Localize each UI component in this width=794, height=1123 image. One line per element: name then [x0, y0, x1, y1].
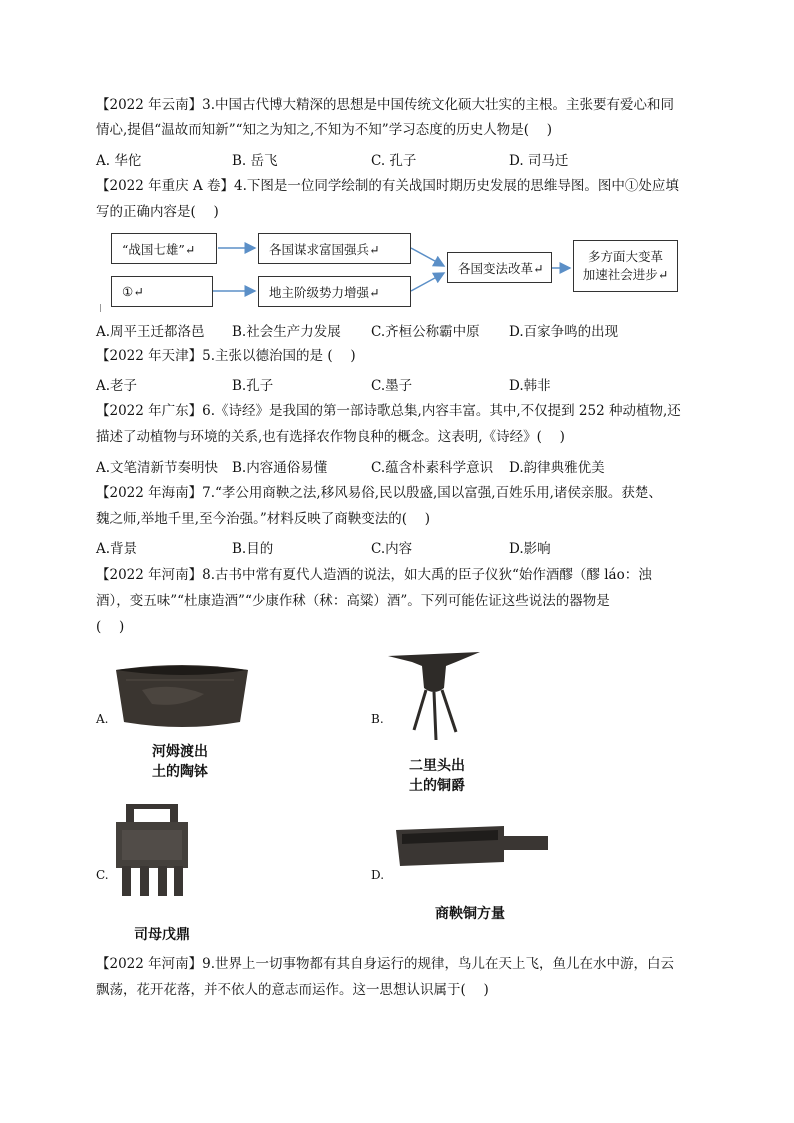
q5-option-c: C.墨子: [371, 378, 413, 394]
q5-option-d: D.韩非: [509, 378, 551, 394]
q5-option-a: A.老子: [96, 378, 138, 394]
q7-options: [96, 537, 706, 557]
q4-line-1: 【2022 年重庆 A 卷】4.下图是一位同学绘制的有关战国时期历史发展的思维导图。图中①处应填: [96, 178, 679, 194]
q8-caption-b-line-2: 土的铜爵: [409, 778, 465, 794]
q3-options: [96, 149, 706, 169]
q3-line-2: 情心,提倡“温故而知新”“知之为知之,不知为不知”学习态度的历史人物是( ): [96, 122, 553, 138]
q5-option-b: B.孔子: [232, 378, 274, 394]
q8-letter-c: C.: [96, 868, 109, 882]
mindmap-box-strengthen: 各国谋求富国强兵↵: [258, 233, 411, 264]
q5-line-1: 【2022 年天津】5.主张以德治国的是 ( ): [96, 348, 356, 364]
simuwu-ding-image: [112, 800, 192, 900]
arrow-4: [411, 273, 444, 291]
q9-line-2: 飘荡，花开花落，并不依人的意志而运作。这一思想认识属于( ): [96, 982, 489, 998]
q8-line-1: 【2022 年河南】8.古书中常有夏代人造酒的说法，如大禹的臣子仪狄“始作酒醪（醪 láo：浊: [96, 567, 652, 583]
q6-option-b: B.内容通俗易懂: [232, 460, 328, 476]
q7-line-1: 【2022 年海南】7.“孝公用商鞅之法,移风易俗,民以殷盛,国以富强,百姓乐用,诸侯亲服。获楚、: [96, 485, 662, 501]
q4-option-a: A.周平王迁都洛邑: [96, 324, 205, 340]
q8-caption-a: [130, 742, 230, 782]
q8-caption-d: [420, 904, 520, 924]
q4-option-b: B.社会生产力发展: [232, 324, 341, 340]
mindmap-box-seven-states: “战国七雄”↵: [111, 233, 217, 264]
mindmap-box-change-line-2: 加速社会进步↵: [582, 267, 669, 282]
q8-letter-d: D.: [371, 868, 385, 882]
q8-caption-c: [112, 925, 212, 945]
bronze-jue-image: [384, 648, 484, 748]
q7-line-2: 魏之师,举地千里,至今治强。”材料反映了商鞅变法的( ): [96, 511, 431, 527]
q7-option-a: A.背景: [96, 541, 138, 557]
q8-letter-a: A.: [96, 712, 109, 726]
q3-option-c: C. 孔子: [371, 153, 417, 169]
q8-letter-b: B.: [371, 712, 384, 726]
q8-caption-a-line-2: 土的陶钵: [152, 764, 208, 780]
q7-option-c: C.内容: [371, 541, 413, 557]
q8-caption-c-line-1: 司母戊鼎: [134, 927, 190, 943]
q5-options: [96, 374, 706, 394]
q8-line-3: ( ): [96, 619, 125, 635]
q6-option-d: D.韵律典雅优美: [509, 460, 605, 476]
mindmap-box-reform: 各国变法改革↵: [447, 252, 552, 283]
mindmap-box-change-line-1: 多方面大变革: [587, 249, 663, 264]
q4-options: [96, 320, 706, 340]
mindmap-box-blank-1: ①↵: [111, 276, 213, 307]
pottery-bowl-image: [112, 660, 252, 732]
q8-caption-d-line-1: 商鞅铜方量: [435, 906, 505, 922]
q9-line-1: 【2022 年河南】9.世界上一切事物都有其自身运行的规律，鸟儿在天上飞，鱼儿在水中游，白云: [96, 956, 675, 972]
q4-line-2: 写的正确内容是( ): [96, 204, 219, 220]
q6-options: [96, 456, 706, 476]
q4-option-c: C.齐桓公称霸中原: [371, 324, 480, 340]
mindmap-box-landlord: 地主阶级势力增强↵: [258, 276, 411, 307]
q3-line-1: 【2022 年云南】3.中国古代博大精深的思想是中国传统文化硕大壮实的主根。主张要有爱心和同: [96, 97, 675, 113]
q6-option-a: A.文笔清新节奏明快: [96, 460, 219, 476]
q4-option-d: D.百家争鸣的出现: [509, 324, 619, 340]
q3-option-d: D. 司马迁: [509, 153, 569, 169]
q8-caption-b: [387, 756, 487, 796]
q7-option-d: D.影响: [509, 541, 551, 557]
q6-line-1: 【2022 年广东】6.《诗经》是我国的第一部诗歌总集,内容丰富。其中,不仅提到 252 种动植物,还: [96, 403, 681, 419]
q8-line-2: 酒），变五味”“杜康造酒”“少康作秫（秫：高粱）酒”。下列可能佐证这些说法的器物是: [96, 593, 610, 609]
q3-option-b: B. 岳飞: [232, 153, 278, 169]
arrow-3: [411, 248, 444, 266]
mindmap-box-change: [573, 240, 678, 292]
q8-caption-a-line-1: 河姆渡出: [152, 744, 208, 760]
q7-option-b: B.目的: [232, 541, 274, 557]
q8-caption-b-line-1: 二里头出: [409, 758, 465, 774]
bronze-measure-image: [392, 822, 552, 872]
q6-line-2: 描述了动植物与环境的关系,也有选择农作物良种的概念。这表明,《诗经》( ): [96, 429, 565, 445]
q6-option-c: C.蕴含朴素科学意识: [371, 460, 494, 476]
q3-option-a: A. 华佗: [96, 153, 142, 169]
